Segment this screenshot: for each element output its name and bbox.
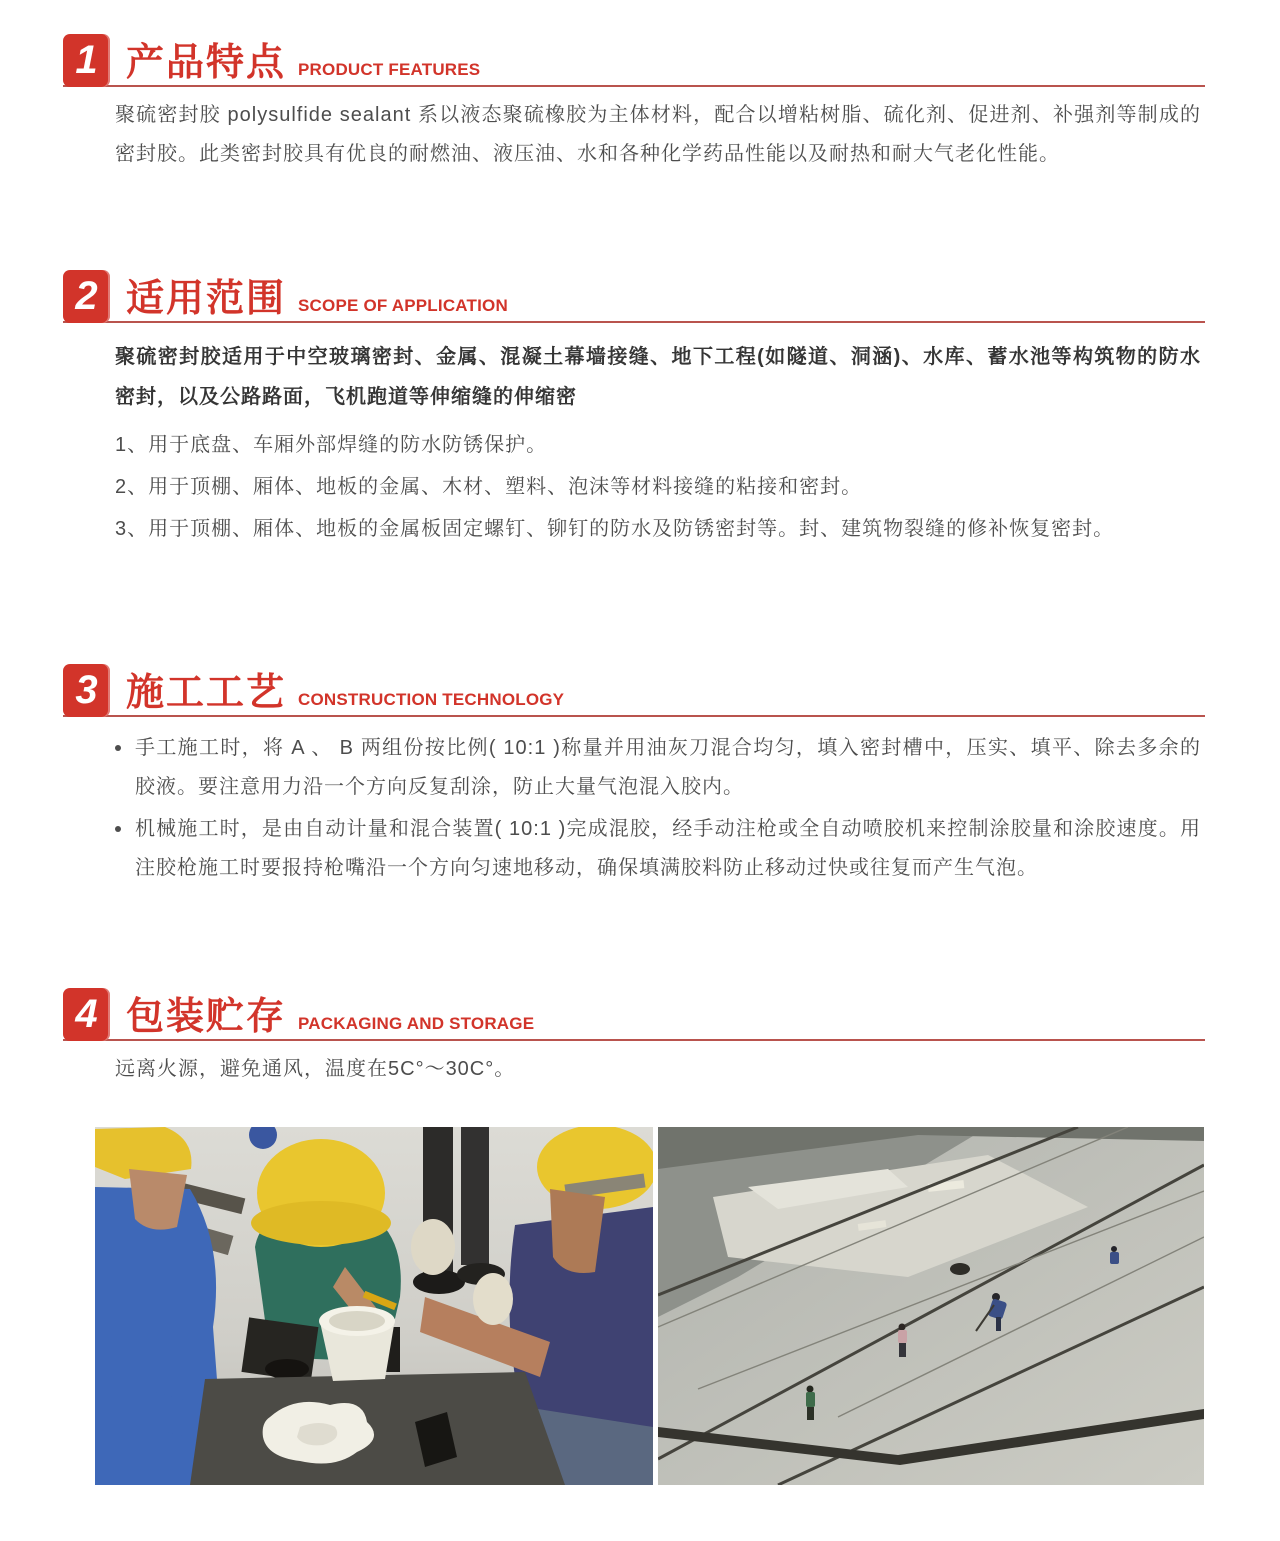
- section-2-number-badge: [63, 270, 110, 323]
- section-2-title-zh: 适用范围: [126, 278, 287, 320]
- section-scope-of-application: [63, 270, 1205, 546]
- bullet-item: 手工施工时，将 A 、 B 两组份按比例( 10:1 )称量并用油灰刀混合均匀，填入密封槽中，压实、填平、除去多余的胶液。要注意用力沿一个方向反复刮涂，防止大量气泡混入胶内。: [115, 729, 1201, 807]
- section-3-header: [63, 664, 1205, 717]
- section-3-number-badge: [63, 664, 110, 717]
- photo-row: [95, 1127, 1205, 1485]
- rubber-mat: [190, 1372, 565, 1485]
- section-packaging-and-storage: [63, 988, 1205, 1089]
- section-2-header: [63, 270, 1205, 323]
- page: [0, 34, 1280, 1485]
- section-4-number-badge: [63, 988, 110, 1041]
- section-1-number-badge: [63, 34, 110, 87]
- list-item: 2、用于顶棚、厢体、地板的金属、木材、塑料、泡沫等材料接缝的粘接和密封。: [115, 476, 863, 498]
- section-1-number: 1: [75, 38, 98, 82]
- section-2-numbered-list: [115, 429, 1201, 546]
- section-2-lead-paragraph: 聚硫密封胶适用于中空玻璃密封、金属、混凝土幕墙接缝、地下工程(如隧道、洞涵)、水库、蓄水池等构筑物的防水密封，以及公路路面，飞机跑道等伸缩缝的伸缩密: [115, 346, 1201, 408]
- section-4-number: 4: [75, 992, 98, 1036]
- section-2-title-en: SCOPE OF APPLICATION: [298, 296, 508, 315]
- section-4-title-zh: 包装贮存: [126, 996, 287, 1038]
- section-2-number: 2: [75, 274, 98, 318]
- concrete-slope-joint-sealing-photo: [658, 1127, 1204, 1485]
- section-3-title-zh: 施工工艺: [126, 672, 287, 714]
- bullet-item: 机械施工时，是由自动计量和混合装置( 10:1 )完成混胶，经手动注枪或全自动喷胶机来控制涂胶量和涂胶速度。用注胶枪施工时要报持枪嘴沿一个方向匀速地移动，确保填满胶料防止移动过快或往复而产生气泡。: [115, 810, 1201, 888]
- section-1-paragraph: 聚硫密封胶 polysulfide sealant 系以液态聚硫橡胶为主体材料，配合以增粘树脂、硫化剂、促进剂、补强剂等制成的密封胶。此类密封胶具有优良的耐燃油、液压油、水和各种化学药品性能以及耐热和耐大气老化性能。: [115, 104, 1201, 165]
- section-product-features: [63, 34, 1205, 174]
- section-1-body: [63, 96, 1205, 174]
- section-construction-technology: [63, 664, 1205, 888]
- list-item: 1、用于底盘、车厢外部焊缝的防水防锈保护。: [115, 434, 548, 456]
- section-4-body: [63, 1050, 1205, 1089]
- section-4-title-en: PACKAGING AND STORAGE: [298, 1014, 535, 1033]
- section-3-title-en: CONSTRUCTION TECHNOLOGY: [298, 690, 565, 709]
- section-4-paragraph: 远离火源，避免通风，温度在5C°～30C°。: [115, 1058, 516, 1080]
- section-2-body: [63, 337, 1205, 546]
- section-4-header: [63, 988, 1205, 1041]
- list-item: 3、用于顶棚、厢体、地板的金属板固定螺钉、铆钉的防水及防锈密封等。封、建筑物裂缝的修补恢复密封。: [115, 518, 1115, 540]
- section-1-header: [63, 34, 1205, 87]
- section-1-title-en: PRODUCT FEATURES: [298, 60, 481, 79]
- section-3-body: [63, 729, 1205, 888]
- tool-bag: [950, 1263, 970, 1275]
- section-3-number: 3: [75, 668, 98, 712]
- section-1-title-zh: 产品特点: [126, 42, 287, 84]
- workers-mixing-sealant-photo: [95, 1127, 653, 1485]
- section-3-bullet-list: [115, 729, 1201, 888]
